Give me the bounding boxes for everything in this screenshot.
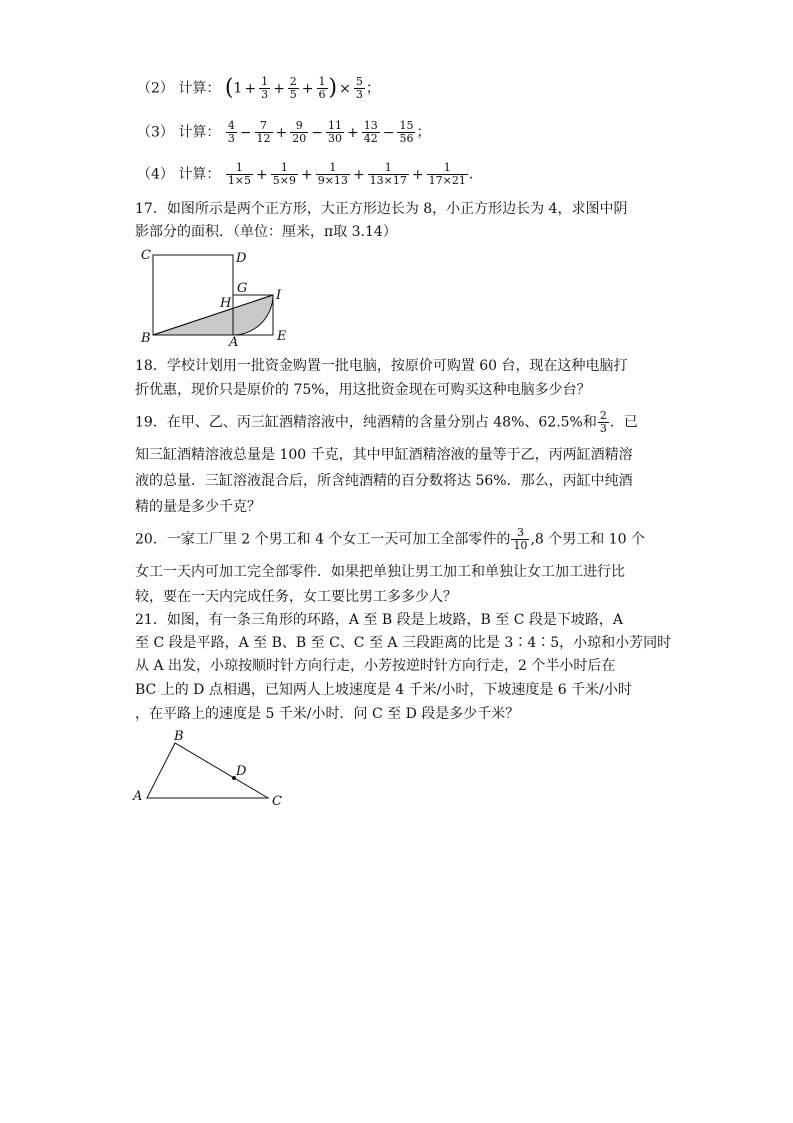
fraction: $\frac{2}{5}$ xyxy=(289,75,297,101)
q16-p4-label: （4） 计算： xyxy=(137,166,221,183)
q18-line2: 折优惠，现价只是原价的 75%，用这批资金现在可购买这种电脑多少台？ xyxy=(135,382,591,398)
operator: + xyxy=(256,166,268,183)
q20-line1 xyxy=(135,527,645,552)
label-i: I xyxy=(276,288,282,303)
fraction: $\frac{1}{1\times 5}$ xyxy=(227,161,252,187)
q21-line4: BC 上的 D 点相遇，已知两人上坡速度是 4 千米/小时，下坡速度是 6 千米/小时 xyxy=(135,682,632,698)
q21-line1: 21．如图，有一条三角形的环路，A 至 B 段是上坡路，B 至 C 段是下坡路，A xyxy=(135,612,624,628)
label-e: E xyxy=(277,329,287,344)
label-a: A xyxy=(133,789,143,804)
q20-text-end: ,8 个男工和 10 个 xyxy=(530,531,645,548)
q18-line1: 18．学校计划用一批资金购置一批电脑，按原价可购置 60 台，现在这种电脑打 xyxy=(135,358,628,374)
operator: − xyxy=(311,124,324,141)
q19-line4: 精的量是多少千克？ xyxy=(135,499,261,515)
q17-line2: 影部分的面积．（单位：厘米，π取 3.14） xyxy=(135,224,397,240)
fraction: $\frac{4}{3}$ xyxy=(227,119,235,145)
fraction: $\frac{1}{13\times 17}$ xyxy=(369,161,407,187)
label-c: C xyxy=(272,794,282,809)
q20-line3: 较，要在一天内完成任务，女工要比男工多多少人？ xyxy=(135,589,457,605)
triangle-abc xyxy=(147,743,268,798)
fraction: $\frac{3}{10}$ xyxy=(513,526,528,552)
label-b: B xyxy=(141,331,151,346)
plus-sign: + xyxy=(244,80,257,97)
label-h: H xyxy=(220,296,232,311)
plus-sign: + xyxy=(273,80,285,97)
fraction: $\frac{13}{42}$ xyxy=(363,119,378,145)
q16-p3-label: （3） 计算： xyxy=(137,124,221,141)
fraction: $\frac{15}{56}$ xyxy=(399,119,414,145)
q20-line2: 女工一天内可加工完全部零件．如果把单独让男工加工和单独让女工加工进行比 xyxy=(135,564,625,580)
plus-sign: + xyxy=(301,80,314,97)
q19-line1 xyxy=(135,410,638,435)
term-one: 1 xyxy=(233,80,243,97)
fraction: $\frac{7}{12}$ xyxy=(256,119,271,145)
fraction: $\frac{1}{17\times 21}$ xyxy=(428,161,466,187)
close-paren: ) xyxy=(328,75,338,101)
q21-line5: ，在平路上的速度是 5 千米/小时．问 C 至 D 段是多少千米？ xyxy=(135,706,520,722)
open-paren: ( xyxy=(224,75,234,101)
q19-line3: 液的总量．三缸溶液混合后，所含纯酒精的百分数将达 56%．那么，丙缸中纯酒 xyxy=(135,473,633,489)
end-mark: ； xyxy=(365,80,380,97)
end-mark: ； xyxy=(416,124,431,141)
operator: + xyxy=(300,166,313,183)
fraction: $\frac{5}{3}$ xyxy=(355,75,363,101)
fraction: $\frac{9}{20}$ xyxy=(292,119,307,145)
fraction: $\frac{1}{3}$ xyxy=(261,75,269,101)
fraction: $\frac{1}{6}$ xyxy=(318,75,326,101)
q21-line3: 从 A 出发，小琼按顺时针方向行走，小芳按逆时针方向行走，2 个半小时后在 xyxy=(135,658,616,674)
fraction: $\frac{2}{3}$ xyxy=(599,409,607,435)
operator: + xyxy=(275,124,288,141)
label-d: D xyxy=(236,251,247,266)
q17-line1: 17．如图所示是两个正方形，大正方形边长为 8，小正方形边长为 4，求图中阴 xyxy=(135,201,628,217)
label-b: B xyxy=(174,729,184,744)
operator: + xyxy=(347,124,359,141)
q21-figure xyxy=(130,728,300,813)
fraction: $\frac{11}{30}$ xyxy=(328,119,343,145)
label-a: A xyxy=(229,335,239,347)
fraction: $\frac{1}{9\times 13}$ xyxy=(317,161,348,187)
q16-p2-label: （2） 计算： xyxy=(137,80,221,97)
label-d: D xyxy=(236,764,247,779)
end-mark: ． xyxy=(468,166,483,183)
operator: + xyxy=(411,166,424,183)
q16-part4 xyxy=(137,162,483,187)
fraction: $\frac{1}{5\times 9}$ xyxy=(272,161,296,187)
q16-part3 xyxy=(137,120,430,145)
q21-line2: 至 C 段是平路，A 至 B、B 至 C、C 至 A 三段距离的比是 3∶4∶5，小琼和小芳同时 xyxy=(135,635,672,651)
q20-text: 20．一家工厂里 2 个男工和 4 个女工一天可加工全部零件的 xyxy=(135,531,511,548)
operator: + xyxy=(352,166,365,183)
label-c: C xyxy=(141,248,151,263)
q19-text: 19．在甲、乙、丙三缸酒精溶液中，纯酒精的含量分别占 48%、62.5%和 xyxy=(135,414,597,431)
q19-text-end: ．已 xyxy=(609,414,638,431)
q17-figure xyxy=(138,247,298,347)
q19-line2: 知三缸酒精溶液总量是 100 千克，其中甲缸酒精溶液的量等于乙，丙两缸酒精溶 xyxy=(135,447,633,463)
operator: − xyxy=(382,124,395,141)
label-g: G xyxy=(237,281,248,296)
q16-part2 xyxy=(137,76,380,101)
times-sign: × xyxy=(339,80,351,97)
operator: − xyxy=(239,124,252,141)
